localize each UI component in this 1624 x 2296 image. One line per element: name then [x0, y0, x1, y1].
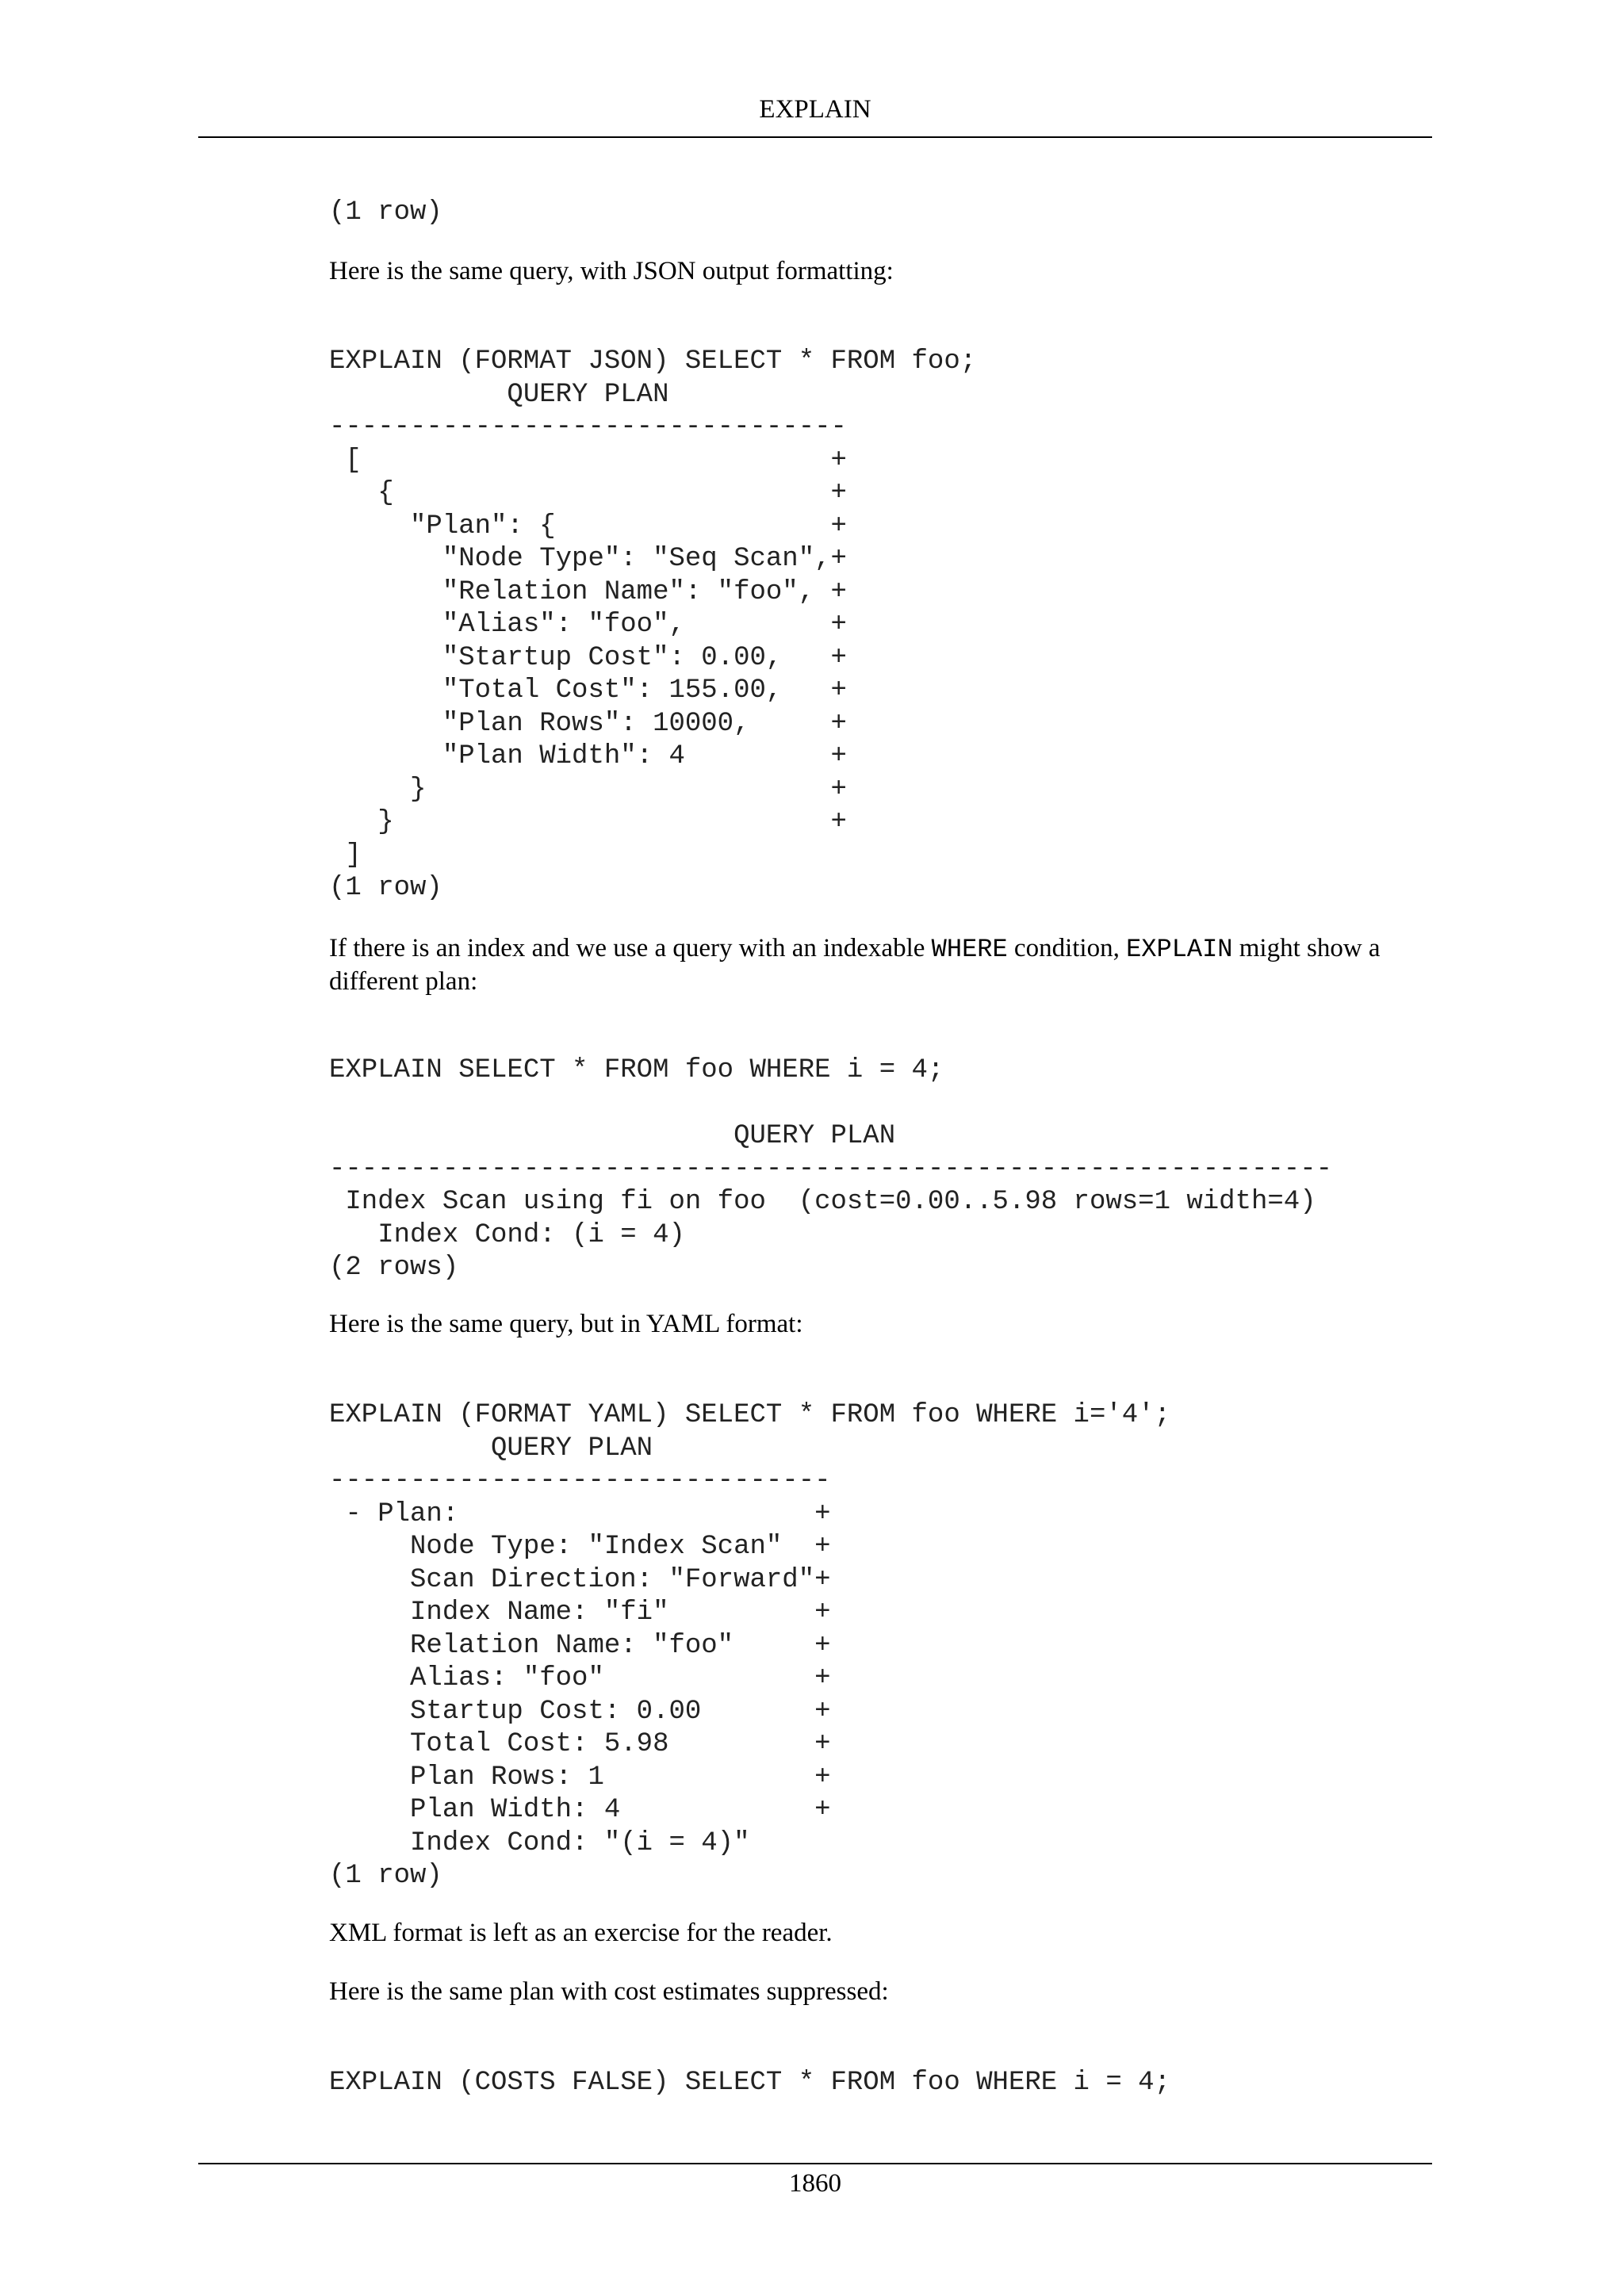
- code-block-json-explain: EXPLAIN (FORMAT JSON) SELECT * FROM foo; QUERY PLAN -------------------------------- [ + { + "Plan": { + "Node Type": "Seq Scan",+ "Relation Name": "foo", + "Alias": "foo", + "Startup Cost": 0.00, + "Total Cost": 155.00, + "Plan Rows": 10000, + "Plan Width": 4 + } + } + ] (1 row): [329, 346, 977, 903]
- code-block-index-explain: EXPLAIN SELECT * FROM foo WHERE i = 4; QUERY PLAN -------------------------------------------------------------- Index Scan using fi on foo (cost=0.00..5.98 rows=1 width=4) Index Cond: (i = 4) (2 rows): [329, 1055, 1333, 1283]
- paragraph-index-text-3: might show a different plan:: [329, 934, 1381, 996]
- paragraph-costs-intro: Here is the same plan with cost estimates suppressed:: [329, 1977, 889, 2006]
- inline-code-where: WHERE: [931, 935, 1008, 964]
- paragraph-index-text-2: condition,: [1007, 934, 1127, 962]
- page-header-title: EXPLAIN: [759, 95, 871, 124]
- code-block-costs-explain: EXPLAIN (COSTS FALSE) SELECT * FROM foo WHERE i = 4;: [329, 2068, 1170, 2098]
- header-rule: [198, 136, 1432, 138]
- code-block-yaml-explain: EXPLAIN (FORMAT YAML) SELECT * FROM foo WHERE i='4'; QUERY PLAN ------------------------------- - Plan: + Node Type: "Index Scan" + Scan Direction: "Forward"+ Index Name: "fi" + Relation Name: "foo" + Alias: "foo" + Startup Cost: 0.00 + Total Cost: 5.98 + Plan Rows: 1 + Plan Width: 4 + Index Cond: "(i = 4)" (1 row): [329, 1400, 1170, 1891]
- paragraph-index-intro: [329, 932, 1432, 998]
- paragraph-index-text-1: If there is an index and we use a query with an indexable: [329, 934, 932, 962]
- footer-rule: [198, 2163, 1432, 2164]
- paragraph-json-intro: Here is the same query, with JSON output formatting:: [329, 257, 894, 285]
- paragraph-yaml-intro: Here is the same query, but in YAML format:: [329, 1310, 803, 1338]
- row-count-output: (1 row): [329, 197, 442, 228]
- inline-code-explain: EXPLAIN: [1126, 935, 1233, 964]
- paragraph-xml-note: XML format is left as an exercise for the reader.: [329, 1919, 833, 1947]
- page-number: 1860: [789, 2169, 841, 2198]
